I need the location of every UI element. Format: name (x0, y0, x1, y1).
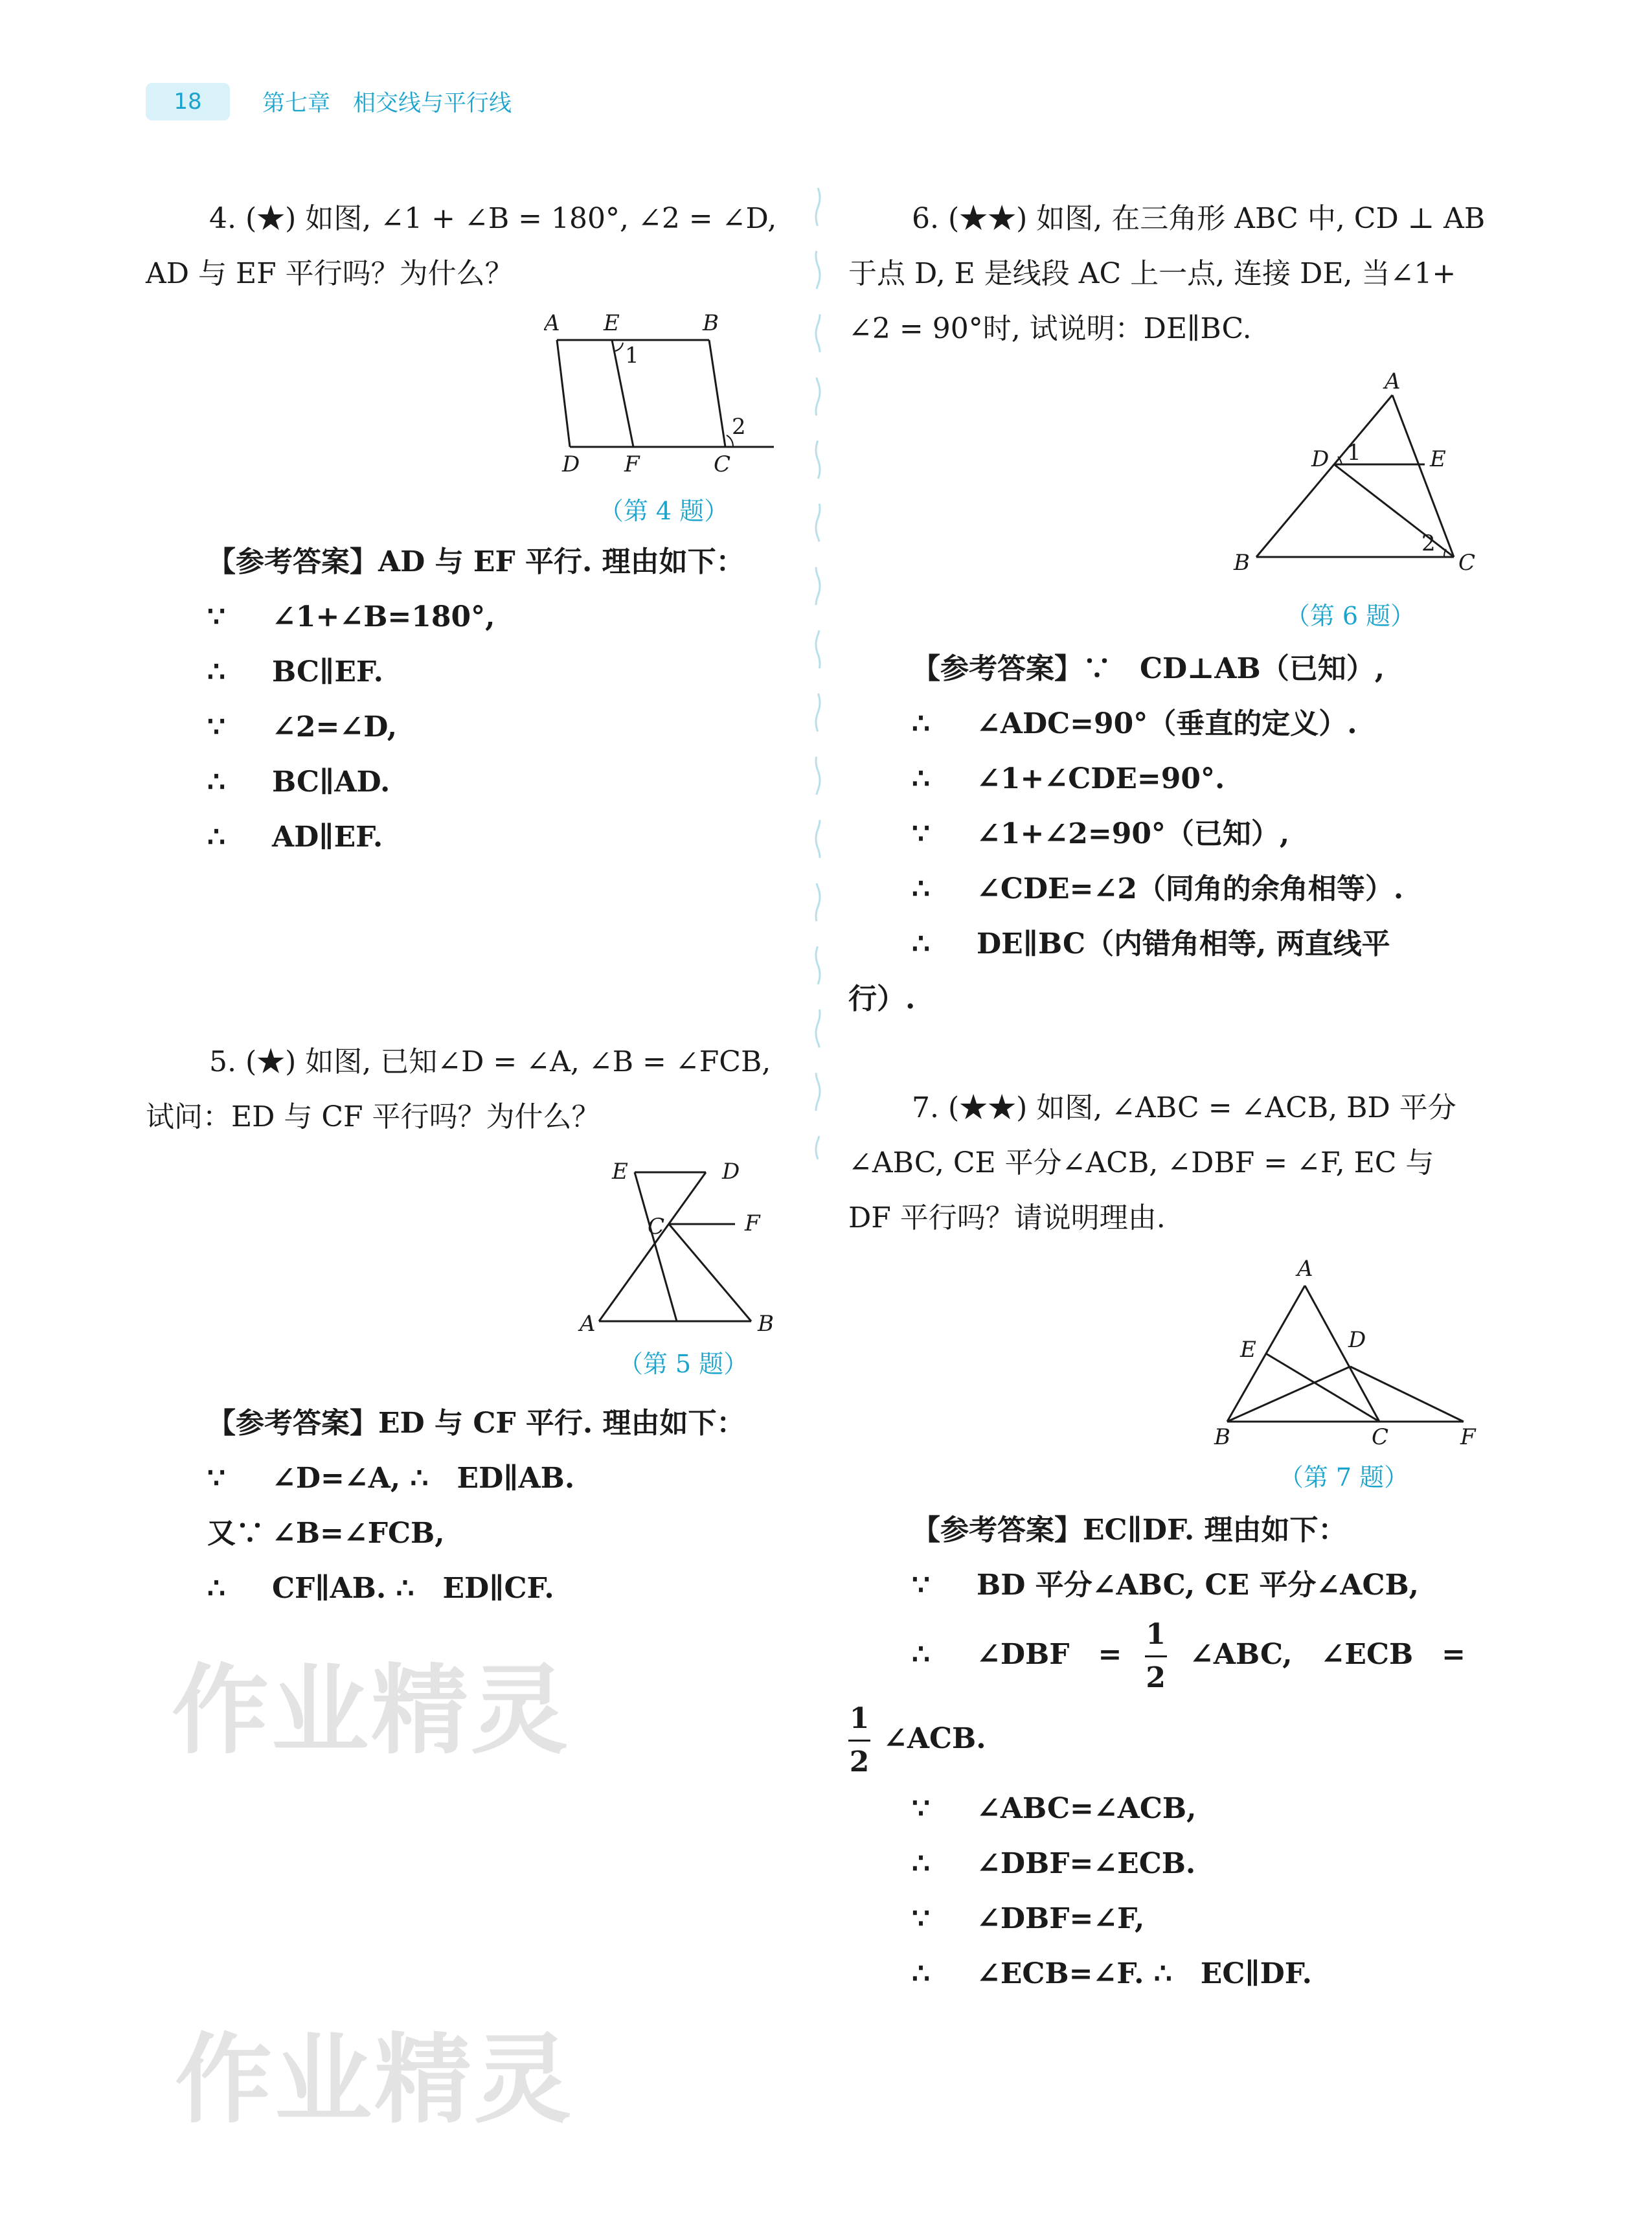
q7-label-f: F (1460, 1424, 1476, 1450)
q7-answer-line: BD 平分∠ABC, CE 平分∠ACB, (977, 1569, 1419, 1602)
q5-answer-line: ∠B=∠FCB, (272, 1517, 445, 1550)
fraction-half: $\frac{1}{2}$ (1146, 1618, 1166, 1694)
q5-answer: 【参考答案】ED 与 CF 平行. 理由如下： ∵ ∠D=∠A, ∴ ED∥AB. 又∵ ∠B=∠FCB, ∴ CF∥AB. ∴ ED∥CF. (207, 1396, 790, 1616)
q4-label-1: 1 (625, 343, 639, 369)
q5-label-d: D (722, 1159, 740, 1185)
fraction-half: $\frac{1}{2}$ (849, 1702, 870, 1778)
q7-answer-line: ∠ABC=∠ACB, (977, 1792, 1197, 1825)
q7-stem-1: 7. (★★) 如图, ∠ABC = ∠ACB, BD 平分 (912, 1091, 1456, 1124)
q7-label-a: A (1297, 1256, 1313, 1282)
q5-label-e: E (612, 1159, 628, 1185)
q4-stem-2: AD 与 EF 平行吗？为什么？ (146, 257, 514, 290)
q5-figure (573, 1153, 780, 1341)
watermark: 作业精灵 (175, 2024, 574, 2137)
q6-answer-line: ∠1+∠2=90°（已知）, (977, 817, 1290, 850)
q4-answer-lead: 【参考答案】AD 与 EF 平行. 理由如下： (207, 545, 745, 578)
q7-answer-line: ∠ECB=∠F. ∴ EC∥DF. (977, 1957, 1312, 1990)
q6-label-a: A (1385, 369, 1401, 394)
chapter-title: 第七章 相交线与平行线 (262, 91, 512, 117)
q4-label-f: F (624, 451, 640, 477)
page-number: 18 (146, 83, 230, 120)
q4-answer-line: ∠1+∠B=180°, (272, 600, 495, 633)
q6-answer-tail: 行）. (848, 982, 916, 1016)
q7-answer-fraction-line: ∴ ∠DBF = $\frac{1}{2}$ ∠ABC, ∠ECB = (912, 1618, 1466, 1694)
q6-label-d: D (1311, 446, 1330, 472)
question-5 (146, 1034, 787, 1144)
q7-caption: （第 7 题） (1278, 1463, 1409, 1492)
q4-label-2: 2 (732, 414, 746, 440)
q5-caption: （第 5 题） (618, 1350, 749, 1378)
q5-answer-line: ∠D=∠A, ∴ ED∥AB. (272, 1462, 575, 1495)
q5-label-c: C (648, 1214, 665, 1240)
q4-label-c: C (714, 451, 731, 477)
q4-answer-line: BC∥EF. (272, 655, 383, 688)
q5-label-f: F (745, 1210, 760, 1236)
q4-answer-line: BC∥AD. (272, 766, 390, 799)
q5-answer-lead: 【参考答案】ED 与 CF 平行. 理由如下： (207, 1407, 745, 1440)
q7-answer-line: ∠DBF=∠ECB. (977, 1847, 1196, 1880)
q4-label-e: E (604, 311, 620, 336)
watermark: 作业精灵 (172, 1655, 571, 1767)
q6-answer: 【参考答案】∵ CD⊥AB（已知）, ∴ ∠ADC=90°（垂直的定义）. ∴ ∠1+∠CDE=90°. ∵ ∠1+∠2=90°（已知）, ∴ ∠CDE=∠2（同角的余角相等）. ∴ DE∥BC（内错角相等, 两直线平 行）. (848, 641, 1496, 1027)
q4-caption: （第 4 题） (598, 497, 729, 525)
q4-stem-1: 4. (★) 如图, ∠1 + ∠B = 180°, ∠2 = ∠D, (209, 202, 777, 235)
q4-answer-line: ∠2=∠D, (272, 710, 398, 744)
q7-stem-3: DF 平行吗？请说明理由. (848, 1201, 1166, 1234)
question-4 (146, 191, 787, 301)
q6-label-1: 1 (1347, 440, 1361, 466)
q6-stem-2: 于点 D, E 是线段 AC 上一点, 连接 DE, 当∠1+ (848, 257, 1456, 290)
q5-stem-1: 5. (★) 如图, 已知∠D = ∠A, ∠B = ∠FCB, (209, 1045, 771, 1078)
q7-stem-2: ∠ABC, CE 平分∠ACB, ∠DBF = ∠F, EC 与 (848, 1146, 1434, 1179)
q7-label-d: D (1348, 1327, 1366, 1353)
q6-caption: （第 6 题） (1285, 602, 1416, 630)
q6-answer-line: ∠1+∠CDE=90°. (977, 762, 1225, 795)
q6-answer-line: ∠ADC=90°（垂直的定义）. (977, 707, 1357, 740)
q4-label-b: B (703, 311, 719, 336)
column-divider (813, 188, 823, 2105)
q4-figure (544, 311, 777, 486)
q4-label-d: D (562, 451, 580, 477)
q6-stem-1: 6. (★★) 如图, 在三角形 ABC 中, CD ⊥ AB (912, 202, 1486, 235)
q5-answer-line: CF∥AB. ∴ ED∥CF. (272, 1572, 554, 1605)
question-7 (848, 1080, 1496, 1245)
q7-answer-lead: 【参考答案】EC∥DF. 理由如下： (912, 1514, 1347, 1547)
q5-label-b: B (758, 1311, 774, 1337)
q7-label-e: E (1240, 1337, 1256, 1363)
q6-answer-line: ∠CDE=∠2（同角的余角相等）. (977, 872, 1404, 905)
q7-label-c: C (1372, 1424, 1389, 1450)
q6-answer-line: DE∥BC（内错角相等, 两直线平 (977, 927, 1390, 960)
page-header (146, 83, 512, 120)
q6-label-b: B (1234, 550, 1250, 576)
q6-answer-lead: 【参考答案】∵ CD⊥AB（已知）, (912, 652, 1385, 685)
question-6 (848, 191, 1496, 356)
q7-answer-fraction-line-2: $\frac{1}{2}$ ∠ACB. (849, 1702, 986, 1778)
q6-stem-3: ∠2 = 90°时, 试说明：DE∥BC. (848, 312, 1252, 345)
q7-figure (1205, 1250, 1489, 1451)
q7-answer: 【参考答案】EC∥DF. 理由如下： ∵ BD 平分∠ABC, CE 平分∠ACB, ∴ ∠DBF = $\frac{1}{2}$ ∠ABC, ∠ECB = $\frac{1}{2}$ ∠ACB. ∵ ∠ABC=∠ACB, ∴ ∠DBF=∠ECB. ∵ ∠DBF=∠F, ∴ ∠ECB=∠F. ∴ EC∥DF. (848, 1503, 1496, 2001)
q4-answer-line: AD∥EF. (272, 821, 383, 854)
q6-label-e: E (1430, 446, 1446, 472)
q4-answer: 【参考答案】AD 与 EF 平行. 理由如下： ∵ ∠1+∠B=180°, ∴ BC∥EF. ∵ ∠2=∠D, ∴ BC∥AD. ∴ AD∥EF. (207, 534, 790, 865)
q6-label-c: C (1458, 550, 1476, 576)
q5-label-a: A (580, 1311, 596, 1337)
q6-label-2: 2 (1421, 530, 1436, 556)
q6-figure (1224, 363, 1483, 583)
q7-answer-line: ∠DBF=∠F, (977, 1902, 1145, 1935)
q5-stem-2: 试问：ED 与 CF 平行吗？为什么？ (146, 1100, 600, 1133)
q4-label-a: A (544, 311, 560, 336)
q7-label-b: B (1214, 1424, 1230, 1450)
